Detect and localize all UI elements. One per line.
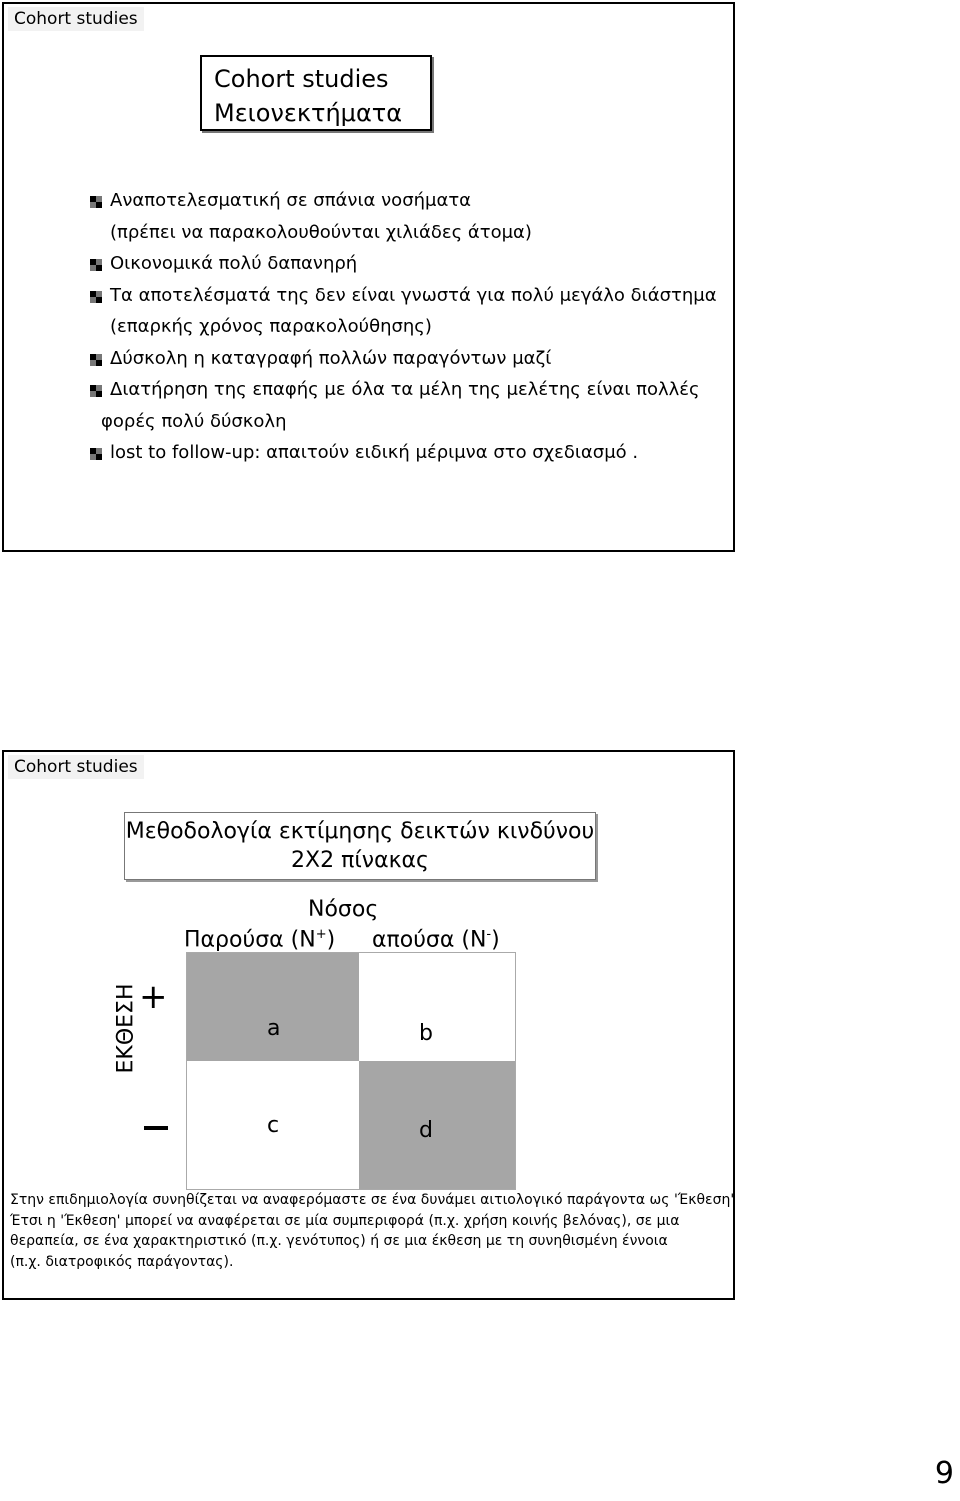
slide-disadvantages <box>2 2 735 552</box>
title-line-1: Cohort studies <box>214 65 389 93</box>
bullet-icon <box>90 385 102 397</box>
slide-tag: Cohort studies <box>8 755 144 779</box>
bullet-icon <box>90 259 102 271</box>
bullet-icon <box>90 291 102 303</box>
bullet-icon <box>90 196 102 208</box>
list-item: Αναποτελεσματική σε σπάνια νοσήματα (πρέπει να παρακολουθούνται χιλιάδες άτομα) <box>90 185 730 248</box>
page-number: 9 <box>934 1456 954 1491</box>
contingency-table <box>186 952 516 1190</box>
list-item: Τα αποτελέσματά της δεν είναι γνωστά για πολύ μεγάλο διάστημα (επαρκής χρόνος παρακολούθησης) <box>90 280 730 343</box>
cell-d: d <box>359 1061 515 1189</box>
disease-label: Νόσος <box>308 897 379 922</box>
list-item: lost to follow-up: απαιτούν ειδική μέριμνα στο σχεδιασμό . <box>90 437 730 469</box>
exposure-label: ΕΚΘΕΣΗ <box>113 983 139 1074</box>
slide-2x2-table <box>2 750 735 1300</box>
cell-c: c <box>187 1061 359 1189</box>
heading-line-2: 2Χ2 πίνακας <box>291 848 429 873</box>
slide-tag: Cohort studies <box>8 7 144 31</box>
minus-sign <box>144 1126 168 1130</box>
plus-sign: + <box>139 977 168 1017</box>
cell-b: b <box>359 953 515 1061</box>
heading-line-1: Μεθοδολογία εκτίμησης δεικτών κινδύνου <box>125 819 595 844</box>
present-label: Παρούσα (N+) <box>184 927 336 953</box>
bullet-icon <box>90 354 102 366</box>
slide-heading <box>124 812 596 880</box>
footnote-text: Στην επιδημιολογία συνηθίζεται να αναφερόμαστε σε ένα δυνάμει αιτιολογικό παράγοντα ως 'Έκθεση' Έτσι η 'Έκθεση' μπορεί να αναφέρεται σε μία συμπεριφορά (π.χ. χρήση κοινής βελόνας), σε μια θεραπεία, σε ένα χαρακτηριστικό (π.χ. γενότυπος) ή σε μια έκθεση με τη συνηθισμένη έννοια (π.χ. διατροφικός παράγοντας). <box>10 1192 735 1270</box>
slide-title <box>200 55 432 131</box>
list-item: Οικονομικά πολύ δαπανηρή <box>90 248 730 280</box>
absent-label: απούσα (N-) <box>372 927 500 953</box>
disadvantages-list <box>90 185 730 469</box>
bullet-icon <box>90 448 102 460</box>
list-item: Δύσκολη η καταγραφή πολλών παραγόντων μαζί <box>90 343 730 375</box>
cell-a: a <box>187 953 359 1061</box>
list-item: Διατήρηση της επαφής με όλα τα μέλη της μελέτης είναι πολλές φορές πολύ δύσκολη <box>90 374 730 437</box>
title-line-2: Μειονεκτήματα <box>214 99 403 127</box>
